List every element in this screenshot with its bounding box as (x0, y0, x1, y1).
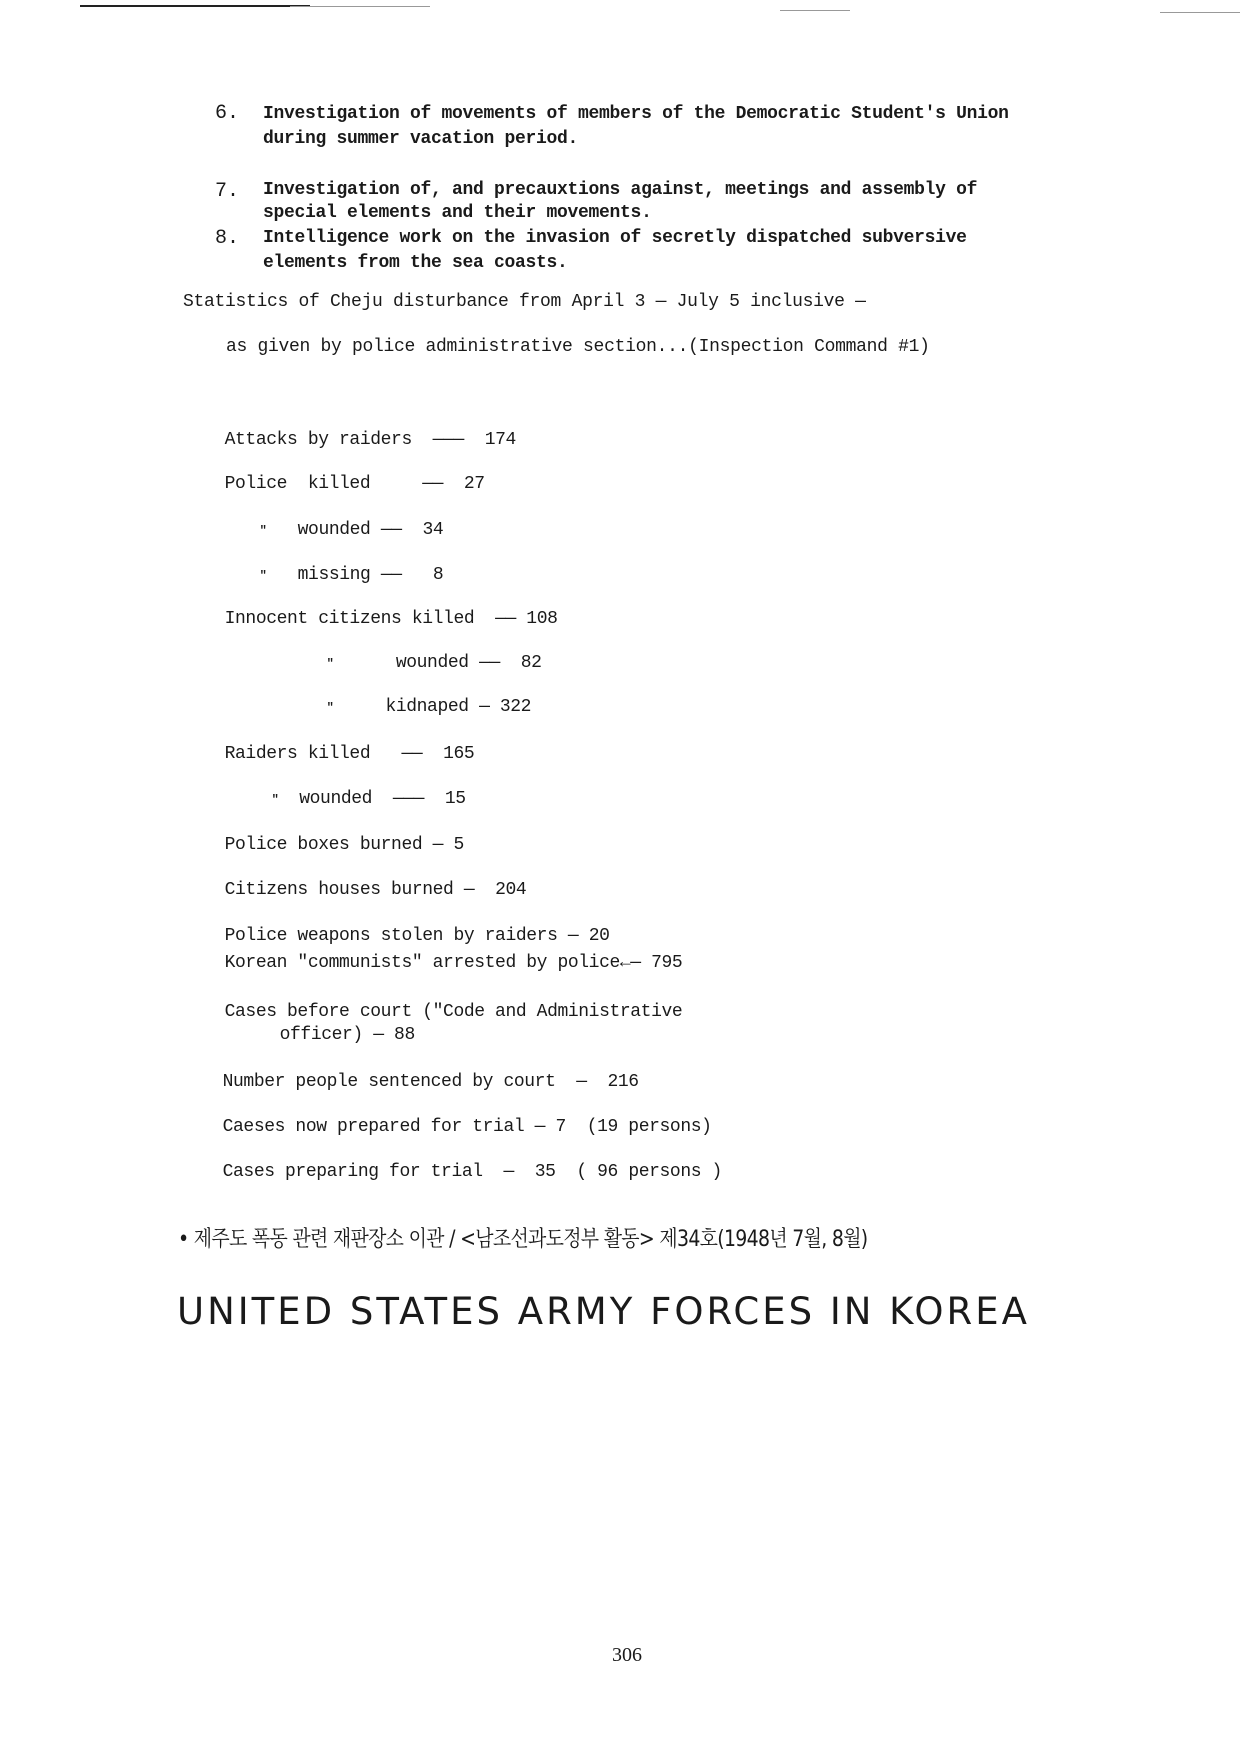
stat-value: 34 (422, 520, 444, 540)
stat-note: ( 96 persons ) (576, 1162, 722, 1182)
item-text-line: Investigation of movements of members of the Democratic Student's Union (263, 104, 1009, 124)
item-number: 7. (215, 180, 240, 203)
stat-row: Innocent citizens killed —— 108 (224, 609, 558, 629)
stat-row: Police weapons stolen by raiders — 20 (224, 926, 610, 946)
stat-note: (19 persons) (586, 1117, 712, 1137)
stat-row: Cases before court ("Code and Administrative (224, 1002, 683, 1022)
stat-row: Caeses now prepared for trial — 7 (19 persons) (222, 1117, 712, 1137)
stat-row-continuation: officer) — 88 (279, 1025, 415, 1045)
stat-row: Cases preparing for trial — 35 ( 96 persons ) (222, 1162, 722, 1182)
item-text-line: elements from the sea coasts. (263, 253, 568, 273)
stat-value: 108 (526, 609, 558, 629)
stat-value: 88 (394, 1025, 415, 1045)
stat-value: 5 (453, 835, 464, 855)
stat-row: " wounded —— 34 (259, 520, 444, 540)
stat-value: 35 (534, 1162, 556, 1182)
stat-row: " wounded —— 82 (326, 653, 542, 673)
scan-edge-line (1160, 12, 1240, 13)
stat-value: 165 (443, 744, 475, 764)
stat-row: " missing —— 8 (259, 565, 444, 585)
stat-value: 216 (607, 1072, 639, 1092)
stat-value: 20 (588, 926, 610, 946)
statistics-subtitle: as given by police administrative section...(Inspection Command #1) (226, 337, 930, 357)
stat-value: 322 (499, 697, 532, 717)
stat-value: 8 (432, 565, 444, 585)
stat-row: " wounded ——— 15 (271, 789, 466, 809)
scan-edge-line (290, 6, 430, 7)
stat-row: Attacks by raiders ——— 174 (224, 430, 516, 450)
scan-edge-line (80, 5, 310, 7)
stat-value: 7 (555, 1117, 566, 1137)
ditto-mark: " (259, 524, 267, 538)
ditto-mark: " (326, 657, 334, 671)
item-text-line: Investigation of, and precauxtions against, meetings and assembly of (263, 180, 978, 200)
item-text-line: special elements and their movements. (263, 203, 652, 223)
stat-value: 15 (444, 789, 466, 809)
stat-value: 795 (651, 953, 683, 973)
scan-edge-line (780, 10, 850, 11)
item-number: 8. (215, 227, 240, 250)
stat-row: Korean "communists" arrested by police←— 795 (224, 953, 683, 973)
stat-value: 27 (463, 474, 485, 494)
ditto-mark: " (326, 701, 334, 715)
stat-row: Police boxes burned — 5 (224, 835, 464, 855)
statistics-title: Statistics of Cheju disturbance from April 3 — July 5 inclusive — (183, 292, 866, 312)
stat-row: Raiders killed —— 165 (224, 744, 475, 764)
page-number: 306 (612, 1644, 642, 1666)
source-caption: • 제주도 폭동 관련 재판장소 이관 / <남조선과도정부 활동> 제34호(1948년 7월, 8월) (178, 1227, 868, 1252)
stat-value: 174 (484, 430, 516, 450)
stat-row: Police killed —— 27 (224, 474, 485, 494)
item-text-line: Intelligence work on the invasion of secretly dispatched subversive (263, 228, 967, 248)
stat-row: Citizens houses burned — 204 (224, 880, 527, 900)
stat-value: 204 (495, 880, 527, 900)
organization-banner: UNITED STATES ARMY FORCES IN KOREA (177, 1290, 1030, 1333)
item-number: 6. (215, 102, 240, 125)
stat-row: " kidnaped — 322 (326, 697, 532, 717)
ditto-mark: " (259, 569, 267, 583)
stat-value: 82 (520, 653, 542, 673)
stat-row: Number people sentenced by court — 216 (222, 1072, 639, 1092)
item-text-line: during summer vacation period. (263, 129, 579, 149)
ditto-mark: " (271, 793, 279, 807)
